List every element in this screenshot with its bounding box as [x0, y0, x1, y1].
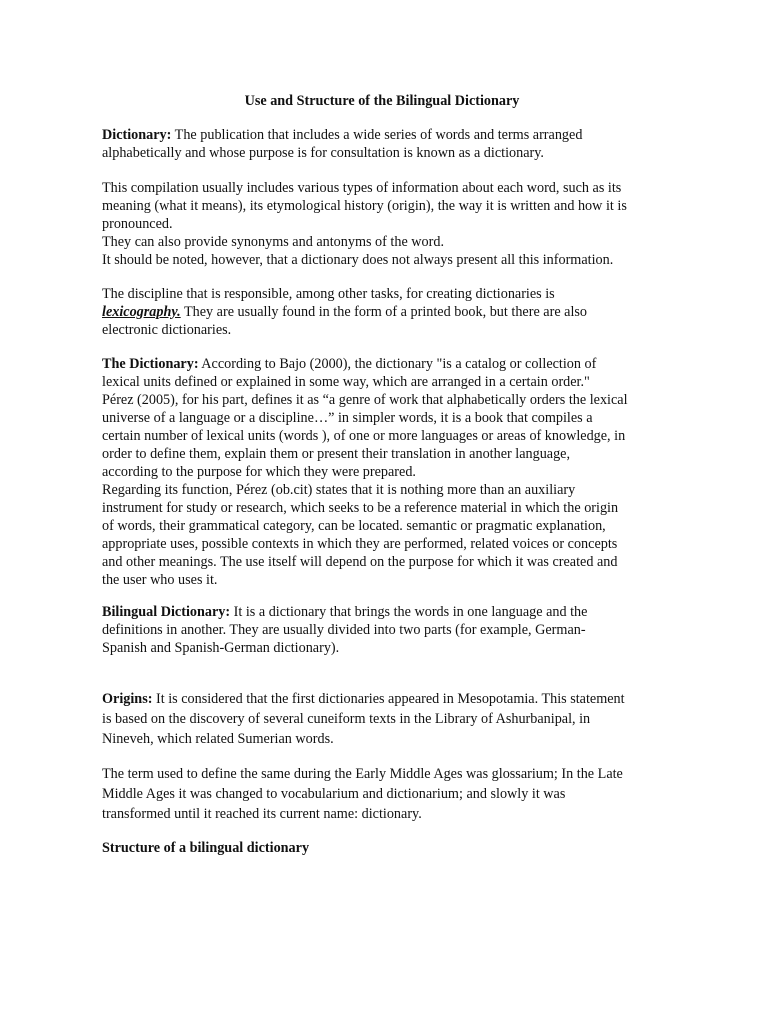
paragraph-line: lexical units defined or explained in some way, which are arranged in a certain order.": [102, 374, 590, 390]
document-title: Use and Structure of the Bilingual Dictionary: [244, 93, 520, 109]
paragraph-line: Middle Ages it was changed to vocabularium and dictionarium; and slowly it was: [102, 786, 566, 802]
paragraph-text: According to Bajo (2000), the dictionary "is a catalog or collection of: [198, 356, 597, 372]
paragraph-line: certain number of lexical units (words ), of one or more languages or areas of knowledge, in: [102, 428, 626, 444]
paragraph-line: Regarding its function, Pérez (ob.cit) states that it is nothing more than an auxiliary: [102, 482, 576, 498]
paragraph-line: pronounced.: [102, 216, 173, 232]
paragraph-line: The term used to define the same during the Early Middle Ages was glossarium; In the Late: [102, 766, 623, 782]
paragraph-compilation: [102, 179, 662, 269]
paragraph-line: of words, their grammatical category, can be located. semantic or pragmatic explanation,: [102, 518, 606, 534]
paragraph-line: transformed until it reached its current name: dictionary.: [102, 806, 422, 822]
paragraph-line: according to the purpose for which they were prepared.: [102, 464, 416, 480]
paragraph-text: It is a dictionary that brings the words in one language and the: [230, 604, 588, 620]
paragraph-term-history: [102, 764, 662, 824]
paragraph-origins: [102, 689, 662, 749]
term-label: Origins:: [102, 691, 153, 707]
paragraph-line: Pérez (2005), for his part, defines it as “a genre of work that alphabetically orders the lexical: [102, 392, 628, 408]
paragraph-line: electronic dictionaries.: [102, 322, 232, 338]
paragraph-discipline: [102, 285, 662, 339]
paragraph-text: They are usually found in the form of a printed book, but there are also: [180, 304, 588, 320]
paragraph-line: alphabetically and whose purpose is for consultation is known as a dictionary.: [102, 145, 544, 161]
paragraph-the-dictionary: [102, 355, 662, 589]
term-label: Dictionary:: [102, 127, 172, 143]
paragraph-text: It is considered that the first dictionaries appeared in Mesopotamia. This statement: [152, 691, 625, 707]
paragraph-line: order to define them, explain them or present their translation in another language,: [102, 446, 571, 462]
paragraph-line: universe of a language or a discipline…” in simpler words, it is a book that compiles a: [102, 410, 593, 426]
paragraph-line: [102, 689, 662, 709]
paragraph-line: appropriate uses, possible contexts in which they are performed, related voices or concepts: [102, 536, 618, 552]
paragraph-line: instrument for study or research, which seeks to be a reference material in which the origin: [102, 500, 619, 516]
paragraph-line: This compilation usually includes various types of information about each word, such as its: [102, 180, 622, 196]
paragraph-line: They can also provide synonyms and antonyms of the word.: [102, 234, 445, 250]
paragraph-line: meaning (what it means), its etymological history (origin), the way it is written and how it is: [102, 198, 627, 214]
paragraph-line: definitions in another. They are usually divided into two parts (for example, German-: [102, 622, 586, 638]
paragraph-line: and other meanings. The use itself will depend on the purpose for which it was created and: [102, 554, 618, 570]
paragraph-line: The discipline that is responsible, among other tasks, for creating dictionaries is: [102, 286, 555, 302]
paragraph-dictionary-definition: [102, 126, 662, 162]
paragraph-line: [102, 603, 662, 621]
paragraph-line: It should be noted, however, that a dictionary does not always present all this information.: [102, 252, 614, 268]
paragraph-line: Nineveh, which related Sumerian words.: [102, 731, 334, 747]
paragraph-line: is based on the discovery of several cuneiform texts in the Library of Ashurbanipal, in: [102, 711, 591, 727]
paragraph-line: Spanish and Spanish-German dictionary).: [102, 640, 340, 656]
section-heading-structure: Structure of a bilingual dictionary: [102, 840, 310, 856]
paragraph-line: [102, 126, 662, 144]
term-lexicography: lexicography.: [102, 304, 181, 320]
term-label: The Dictionary:: [102, 356, 199, 372]
paragraph-line: the user who uses it.: [102, 572, 218, 588]
paragraph-line: [102, 303, 662, 321]
paragraph-line: [102, 355, 662, 373]
paragraph-bilingual-dictionary: [102, 603, 662, 657]
term-label: Bilingual Dictionary:: [102, 604, 231, 620]
paragraph-text: The publication that includes a wide series of words and terms arranged: [171, 127, 583, 143]
